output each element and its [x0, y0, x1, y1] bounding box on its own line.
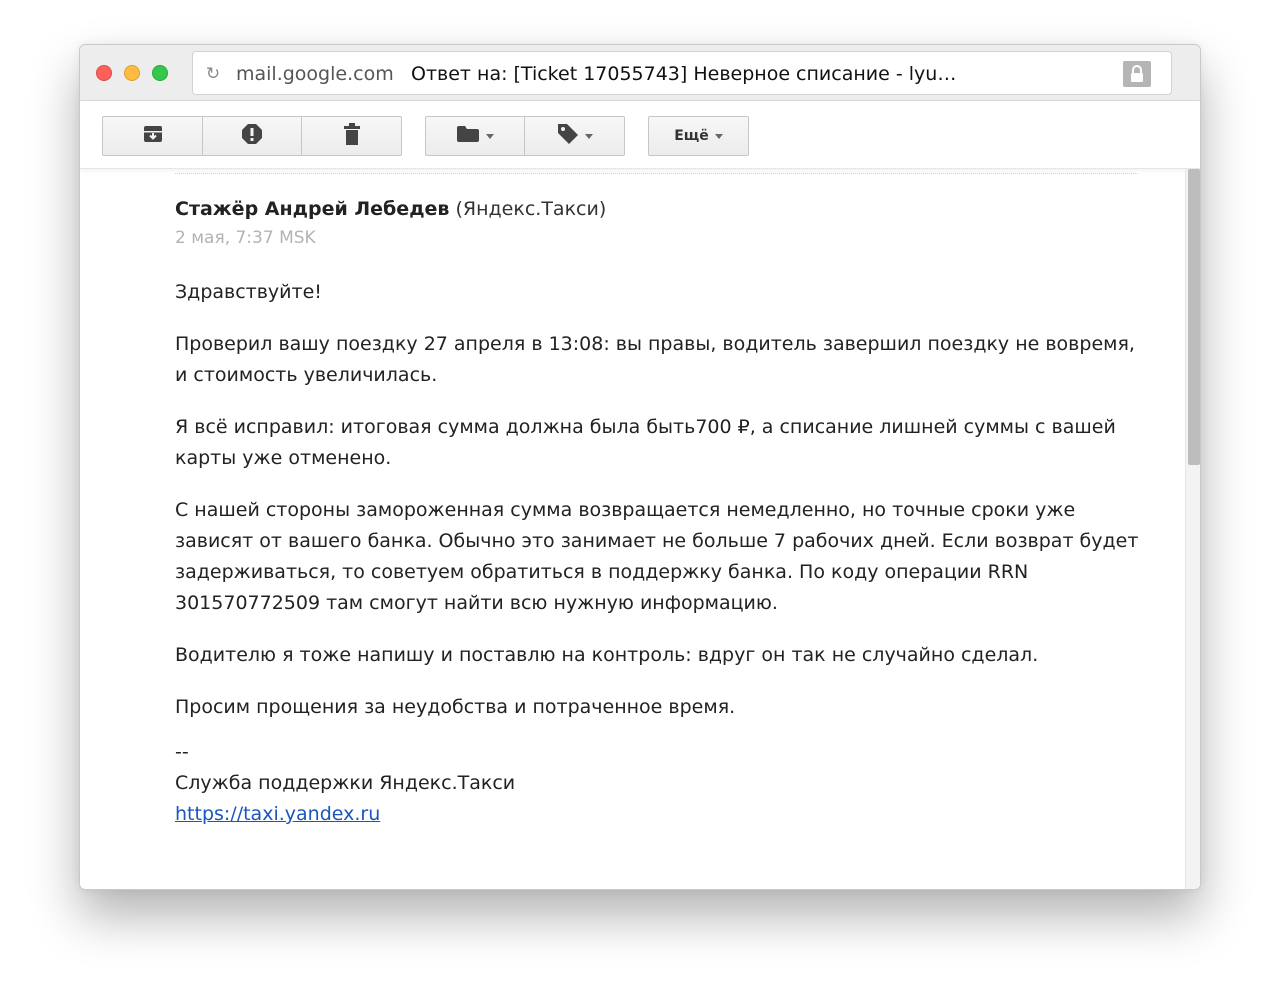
organize-button-group — [425, 116, 625, 156]
signature-separator: -- — [175, 741, 189, 763]
url-host: mail.google.com — [236, 63, 394, 85]
message-divider — [175, 173, 1138, 174]
spam-icon — [241, 123, 263, 149]
page-title: Ответ на: [Ticket 17055743] Неверное списание - lyu… — [411, 63, 957, 85]
chevron-down-icon — [715, 134, 723, 139]
signature-team: Служба поддержки Яндекс.Такси — [175, 772, 516, 794]
title-bar — [80, 45, 1200, 101]
message-sender — [175, 195, 606, 223]
zoom-window-button[interactable] — [152, 65, 168, 81]
chevron-down-icon — [585, 134, 593, 139]
scrollbar[interactable] — [1185, 169, 1201, 890]
more-button[interactable] — [649, 117, 748, 155]
reload-icon[interactable]: ↻ — [205, 64, 221, 84]
sender-organization: (Яндекс.Такси) — [455, 198, 607, 220]
report-spam-button[interactable] — [203, 117, 302, 155]
body-paragraph: Здравствуйте! — [175, 281, 322, 303]
browser-window — [79, 44, 1201, 890]
more-button-group — [648, 116, 749, 156]
sender-name[interactable]: Стажёр Андрей Лебедев — [175, 198, 450, 220]
action-button-group — [102, 116, 402, 156]
scrollbar-thumb[interactable] — [1188, 169, 1200, 465]
body-paragraph: С нашей стороны замороженная сумма возвращается немедленно, но точные сроки уже зависят от вашего банка. Обычно это занимает не больше 7 рабочих дней. Если возврат будет задерживаться, то советуем обратиться в поддержку банка. По коду операции RRN 301570772509 там смогут найти всю нужную информацию. — [175, 499, 1139, 614]
signature — [175, 737, 515, 830]
body-paragraph: Просим прощения за неудобства и потраченное время. — [175, 696, 736, 718]
trash-icon — [343, 123, 361, 149]
chevron-down-icon — [486, 134, 494, 139]
body-paragraph: Проверил вашу поездку 27 апреля в 13:08: вы правы, водитель завершил поездку не вовремя, и стоимость увеличилась. — [175, 333, 1135, 386]
body-paragraph: Водителю я тоже напишу и поставлю на контроль: вдруг он так не случайно сделал. — [175, 644, 1039, 666]
more-label: Ещё — [674, 128, 709, 144]
signature-link[interactable]: https://taxi.yandex.ru — [175, 803, 381, 825]
archive-icon — [143, 125, 163, 147]
move-to-button[interactable] — [426, 117, 525, 155]
labels-button[interactable] — [525, 117, 624, 155]
body-paragraph: Я всё исправил: итоговая сумма должна была быть700 ₽, а списание лишней суммы с вашей карты уже отменено. — [175, 416, 1116, 469]
message-date: 2 мая, 7:37 MSK — [175, 228, 316, 248]
message-body — [175, 277, 1150, 744]
address-bar[interactable] — [192, 51, 1172, 95]
label-tag-icon — [557, 123, 579, 149]
close-window-button[interactable] — [96, 65, 112, 81]
folder-icon — [456, 125, 480, 147]
lock-icon — [1123, 61, 1151, 87]
minimize-window-button[interactable] — [124, 65, 140, 81]
archive-button[interactable] — [103, 117, 203, 155]
gmail-toolbar — [80, 101, 1200, 169]
delete-button[interactable] — [302, 117, 401, 155]
message-view — [175, 169, 1150, 889]
